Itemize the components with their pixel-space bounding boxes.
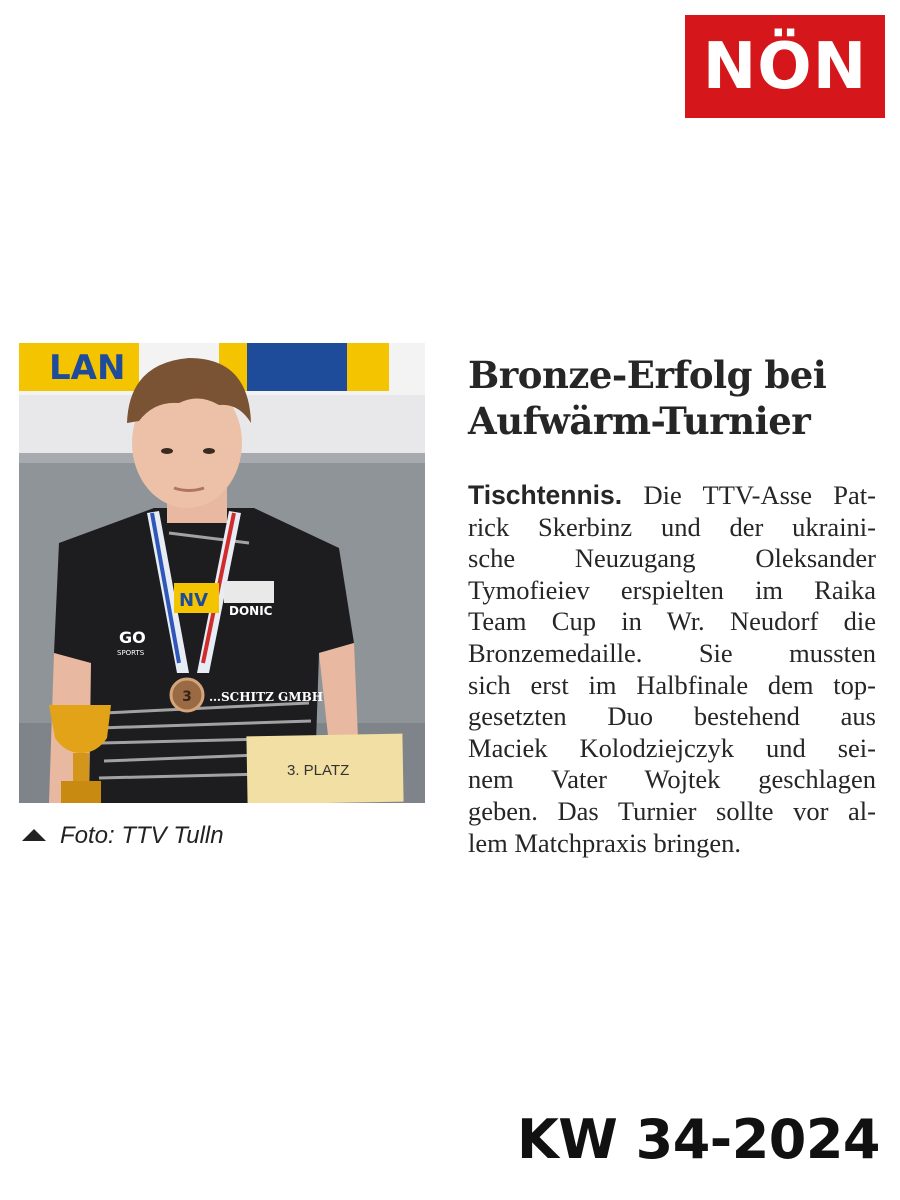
body-line: sich erst im Halbfinale dem top- <box>468 669 876 700</box>
body-line: Bronzemedaille. Sie mussten <box>468 637 876 668</box>
medal-number: 3 <box>182 689 192 705</box>
shirt-logo-text: GO <box>119 628 146 647</box>
body-line-text: Die TTV-Asse Pat- <box>622 480 876 510</box>
body-line: Tymofieiev erspielten im Raika <box>468 574 876 605</box>
caption-triangle-icon <box>22 829 46 841</box>
body-line: rick Skerbinz und der ukraini- <box>468 511 876 542</box>
photo-caption <box>22 822 224 850</box>
body-line: geben. Das Turnier sollte vor al- <box>468 795 876 826</box>
week-label: KW 34-2024 <box>516 1108 880 1171</box>
body-line: Team Cup in Wr. Neudorf die <box>468 606 876 637</box>
body-line: sche Neuzugang Oleksander <box>468 543 876 574</box>
newspaper-logo: NÖN <box>685 15 885 118</box>
body-line <box>468 480 876 512</box>
player-photo-illustration <box>19 343 425 803</box>
headline-line-2: Aufwärm-Turnier <box>468 399 811 443</box>
shirt-sponsor-text: NV <box>179 590 208 611</box>
article-headline <box>468 352 888 444</box>
sign-text: 3. PLATZ <box>287 762 350 779</box>
article-body <box>468 480 876 859</box>
banner-text: LAN <box>49 348 126 388</box>
body-line: gesetzten Duo bestehend aus <box>468 701 876 732</box>
caption-text: Foto: TTV Tulln <box>60 822 224 849</box>
article-photo <box>19 343 425 803</box>
body-line: lem Matchpraxis bringen. <box>468 827 742 858</box>
headline-line-1: Bronze-Erfolg bei <box>468 353 827 397</box>
body-line: Maciek Kolodziejczyk und sei- <box>468 732 876 763</box>
article-kicker: Tischtennis. <box>468 480 623 510</box>
shirt-logo-sub-text: SPORTS <box>117 649 145 657</box>
body-line: nem Vater Wojtek geschlagen <box>468 764 876 795</box>
shirt-sponsor-strip-text: …SCHITZ GMBH <box>209 690 324 704</box>
shirt-brand-text: DONIC <box>229 604 273 618</box>
